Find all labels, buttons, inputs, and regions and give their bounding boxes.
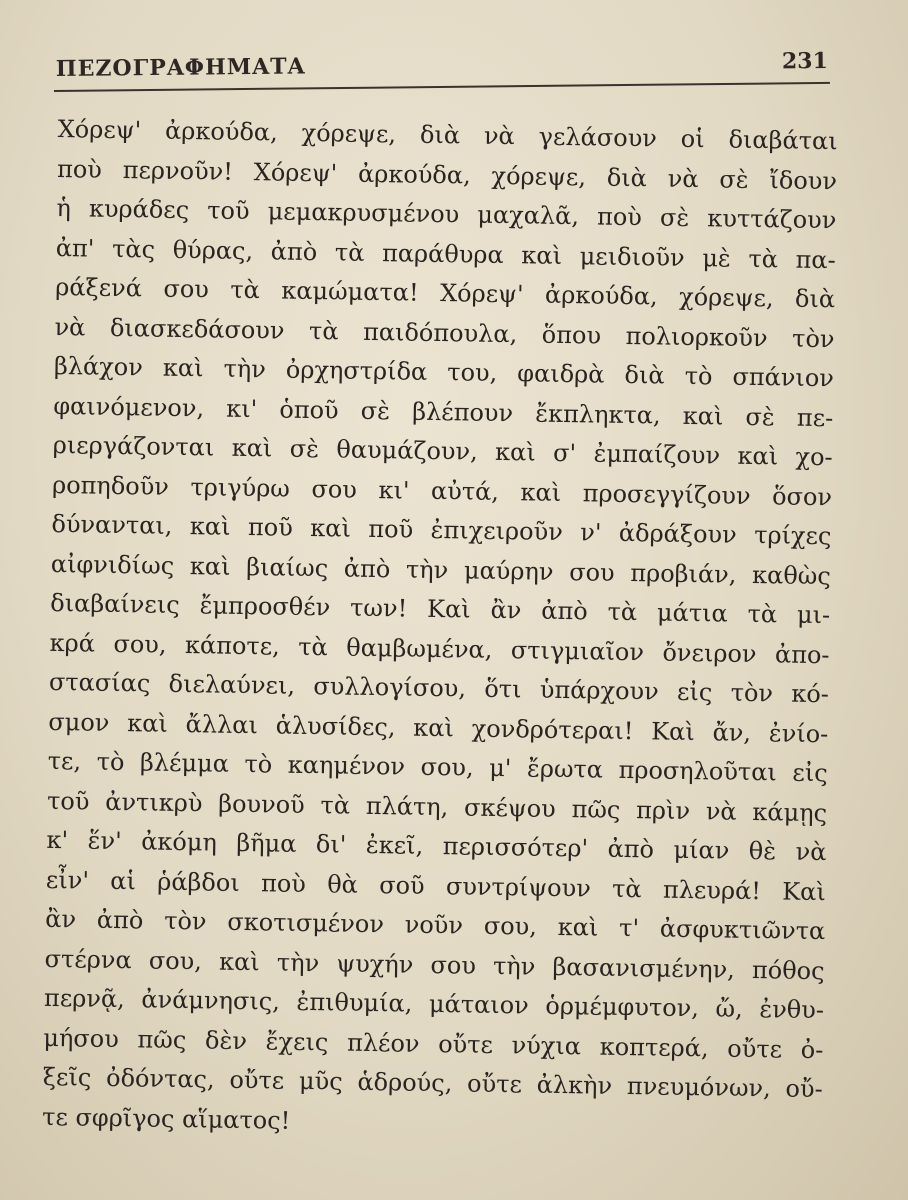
text-line: ξεῖς ὀδόντας, οὔτε μῦς ἁδρούς, οὔτε ἀλκὴν πνευμόνων, οὔ- <box>42 1062 823 1104</box>
running-head <box>56 40 828 82</box>
text-line: περνᾷ, ἀνάμνησις, ἐπιθυμία, μάταιον ὁρμέμφυτον, ὤ, ἐνθυ- <box>43 983 825 1025</box>
text-line: ποὺ περνοῦν! Χόρεψ' ἀρκούδα, χόρεψε, διὰ νὰ σὲ ἴδουν <box>56 154 838 195</box>
text-line: βλάχον καὶ τὴν ὀρχηστρίδα του, φαιδρὰ διὰ τὸ σπάνιον <box>53 351 835 393</box>
header-rule <box>54 82 830 92</box>
text-line: ράξενά σου τὰ καμώματα! Χόρεψ' ἀρκούδα, χόρεψε, διὰ <box>54 272 836 314</box>
text-line: τε σφρῖγος αἵματος! <box>41 1102 291 1135</box>
running-title: ΠΕΖΟΓΡΑΦΗΜΑΤΑ <box>55 53 306 82</box>
page-number: 231 <box>781 47 828 75</box>
text-line: Χόρεψ' ἀρκούδα, χόρεψε, διὰ νὰ γελάσουν οἱ διαβάται <box>57 114 838 156</box>
text-line: φαινόμενον, κι' ὁποῦ σὲ βλέπουν ἔκπληκτα, καὶ σὲ πε- <box>53 391 834 432</box>
text-line: κ' ἕν' ἀκόμη βῆμα δι' ἐκεῖ, περισσότερ' ἀπὸ μίαν θὲ νὰ <box>46 825 827 867</box>
text-line: ἂν ἀπὸ τὸν σκοτισμένον νοῦν σου, καὶ τ' ἀσφυκτιῶντα <box>45 904 826 946</box>
text-line: ριεργάζονται καὶ σὲ θαυμάζουν, καὶ σ' ἐμπαίζουν καὶ χο- <box>52 430 833 472</box>
text-line: εἶν' αἱ ῥάβδοι ποὺ θὰ σοῦ συντρίψουν τὰ πλευρά! Καὶ <box>45 865 827 906</box>
text-line: σμον καὶ ἄλλαι ἁλυσίδες, καὶ χονδρότεραι! Καὶ ἄν, ἐνίο- <box>48 707 829 748</box>
text-line: ἡ κυράδες τοῦ μεμακρυσμένου μαχαλᾶ, ποὺ σὲ κυττάζουν <box>56 193 837 235</box>
body-text <box>42 110 838 1149</box>
text-line: ροπηδοῦν τριγύρω σου κι' αὐτά, καὶ προσεγγίζουν ὅσον <box>51 470 833 511</box>
text-line: δύνανται, καὶ ποῦ καὶ ποῦ ἐπιχειροῦν ν' ἀδράξουν τρίχες <box>51 509 832 551</box>
text-line: νὰ διασκεδάσουν τὰ παιδόπουλα, ὅπου πολιορκοῦν τὸν <box>54 312 835 353</box>
text-line: στέρνα σου, καὶ τὴν ψυχήν σου τὴν βασανισμένην, πόθος <box>44 944 825 985</box>
text-line: στασίας διελαύνει, συλλογίσου, ὅτι ὑπάρχουν εἰς τὸν κό- <box>48 667 830 709</box>
text-line: μήσου πῶς δὲν ἔχεις πλέον οὔτε νύχια κοπτερά, οὔτε ὀ- <box>43 1023 824 1064</box>
text-line: τε, τὸ βλέμμα τὸ καημένον σου, μ' ἔρωτα προσηλοῦται εἰς <box>47 746 828 788</box>
text-line: αἰφνιδίως καὶ βιαίως ἀπὸ τὴν μαύρην σου προβιάν, καθὼς <box>50 549 832 590</box>
text-line: κρά σου, κάποτε, τὰ θαμβωμένα, στιγμιαῖον ὄνειρον ἀπο- <box>49 628 830 669</box>
text-line: τοῦ ἀντικρὺ βουνοῦ τὰ πλάτη, σκέψου πῶς πρὶν νὰ κάμῃς <box>46 786 828 827</box>
text-line: διαβαίνεις ἔμπροσθέν των! Καὶ ἂν ἀπὸ τὰ μάτια τὰ μι- <box>50 588 831 630</box>
text-line: ἀπ' τὰς θύρας, ἀπὸ τὰ παράθυρα καὶ μειδιοῦν μὲ τὰ πα- <box>55 233 836 274</box>
